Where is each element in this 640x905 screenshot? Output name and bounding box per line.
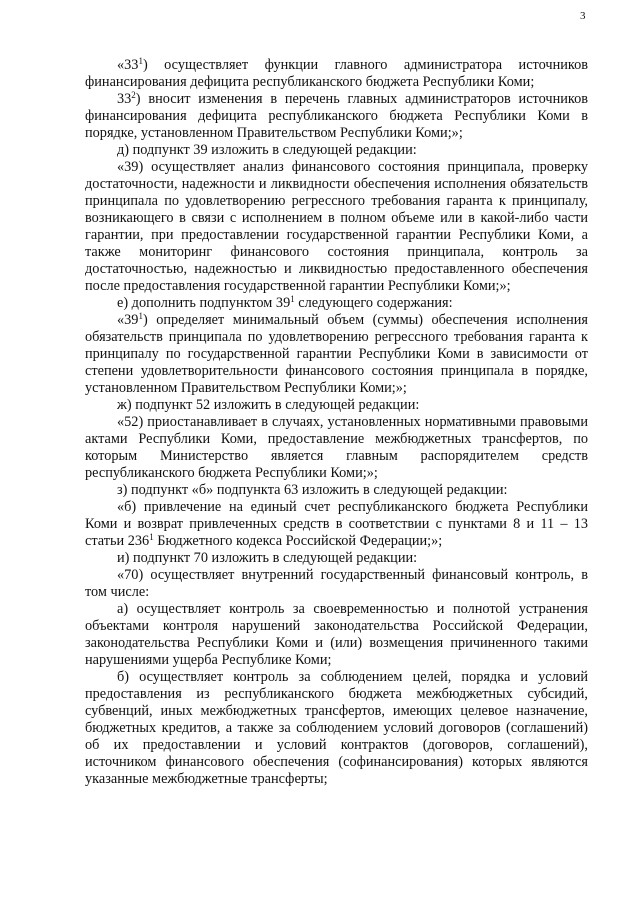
superscript: 1 — [138, 311, 143, 321]
paragraph-text: з) подпункт «б» подпункта 63 изложить в следующей редакции: — [117, 482, 508, 498]
paragraph-text: следующего содержания: — [294, 295, 453, 311]
superscript: 1 — [149, 532, 154, 542]
paragraph — [85, 601, 588, 669]
superscript: 1 — [290, 294, 295, 304]
paragraph — [85, 295, 588, 312]
paragraph-text: б) осуществляет контроль за соблюдением целей, порядка и условий предоставления из республиканского бюджета межбюджетных субсидий, субвенций, иных межбюджетных трансфертов, имеющих целевое назначение, бюджетных кредитов, а также за соблюдением условий договоров (соглашений) об их предоставлении и условий контрактов (договоров, соглашений), источником финансового обеспечения (софинансирования) которых являются указанные межбюджетные трансферты; — [85, 669, 588, 787]
paragraph-text: «39 — [117, 312, 139, 328]
paragraph — [85, 142, 588, 159]
paragraph — [85, 669, 588, 788]
page-number: 3 — [580, 10, 586, 22]
paragraph-text: «39) осуществляет анализ финансового состояния принципала, проверку достаточности, надежности и ликвидности обеспечения исполнения обязательств принципала по удовлетворению регрессного требования гаранта к принципалу, возникающего в связи с исполнением в полном объеме или в какой-либо части гарантии, при предоставлении государственной гарантии Республики Коми, а также мониторинг финансового состояния принципала, контроль за достаточностью, надежностью и ликвидностью предоставленного обеспечения после предоставления государственной гарантии Республики Коми;»; — [85, 159, 588, 294]
paragraph — [85, 397, 588, 414]
paragraph — [85, 499, 588, 550]
paragraph-text: «52) приостанавливает в случаях, установленных нормативными правовыми актами Республики Коми, предоставление межбюджетных трансфертов, по которым Министерство является главным распорядителем средств республиканского бюджета Республики Коми;»; — [85, 414, 588, 481]
paragraph — [85, 312, 588, 397]
paragraph — [85, 567, 588, 601]
paragraph-text: ) вносит изменения в перечень главных администраторов источников финансирования дефицита республиканского бюджета Республики Коми в порядке, установленном Правительством Республики Коми;»; — [85, 91, 588, 141]
paragraph — [85, 414, 588, 482]
paragraph-text: 33 — [117, 91, 132, 107]
paragraph-text: ) определяет минимальный объем (суммы) обеспечения исполнения обязательств принципала по удовлетворению регрессного требования гаранта к принципалу по государственной гарантии Республики Коми в зависимости от степени удовлетворительности финансового состояния принципала в порядке, установленном Правительством Республики Коми;»; — [85, 312, 588, 396]
paragraph-text: а) осуществляет контроль за своевременностью и полнотой устранения объектами контроля нарушений законодательства Российской Федерации, законодательства Республики Коми и (или) возмещения причиненного такими нарушениями ущерба Республике Коми; — [85, 601, 588, 668]
paragraph-text: е) дополнить подпунктом 39 — [117, 295, 291, 311]
paragraph — [85, 57, 588, 91]
paragraph-text: «70) осуществляет внутренний государственный финансовый контроль, в том числе: — [85, 567, 588, 600]
paragraph-text: Бюджетного кодекса Российской Федерации;»; — [153, 533, 443, 549]
paragraph — [85, 91, 588, 142]
paragraph-text: «б) привлечение на единый счет республиканского бюджета Республики Коми и возврат привлеченных средств в соответствии с пунктами 8 и 11 – 13 статьи 236 — [85, 499, 588, 549]
paragraph — [85, 159, 588, 295]
paragraph-text: «33 — [117, 57, 139, 73]
document-body — [85, 57, 588, 788]
paragraph-text: ) осуществляет функции главного администратора источников финансирования дефицита республиканского бюджета Республики Коми; — [85, 57, 588, 90]
paragraph-text: д) подпункт 39 изложить в следующей редакции: — [117, 142, 417, 158]
paragraph-text: ж) подпункт 52 изложить в следующей редакции: — [117, 397, 420, 413]
superscript: 1 — [138, 56, 143, 66]
superscript: 2 — [131, 90, 136, 100]
paragraph — [85, 482, 588, 499]
paragraph-text: и) подпункт 70 изложить в следующей редакции: — [117, 550, 418, 566]
paragraph — [85, 550, 588, 567]
